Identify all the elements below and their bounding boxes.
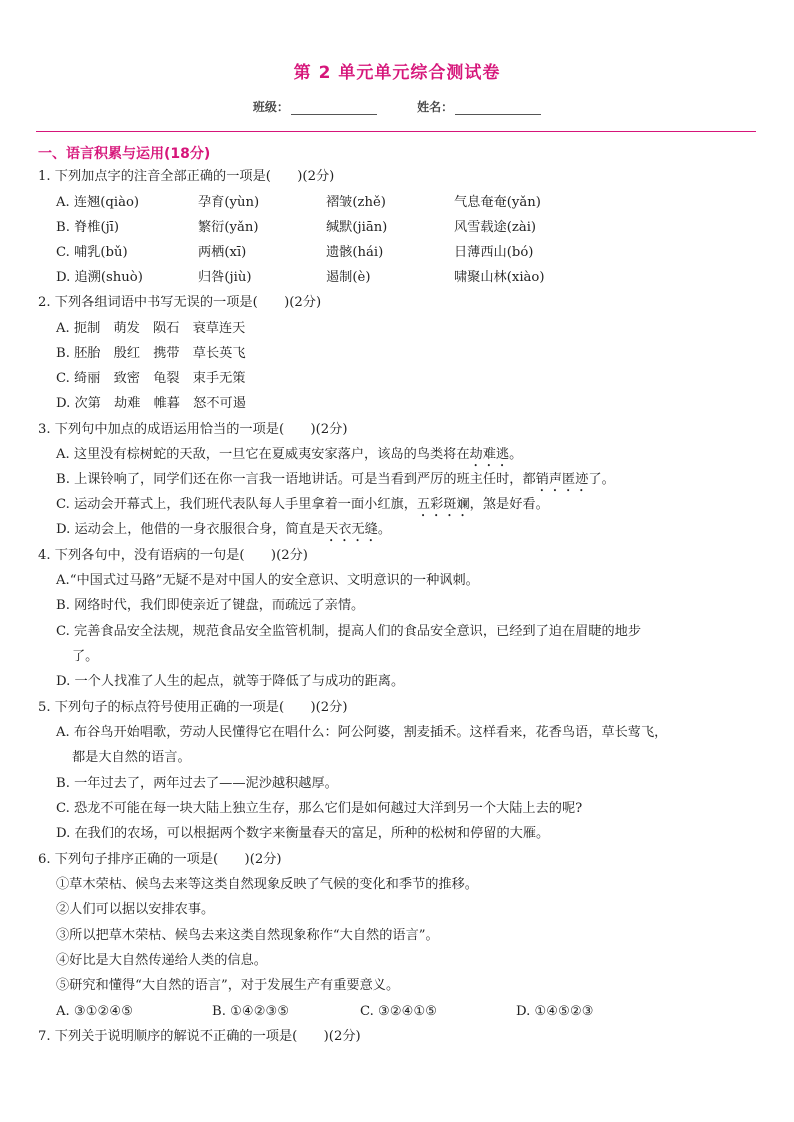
q1-option-cell: 两栖(xī) [198, 245, 247, 260]
q3-option-d [56, 521, 391, 545]
q3-option-b [56, 471, 615, 495]
q3-option-a [56, 446, 522, 470]
divider [36, 131, 756, 132]
q3c-end: ，煞是好看。 [469, 497, 549, 512]
q6-choice-c: C. ③②④①⑤ [360, 1004, 438, 1019]
q2-option-b: B. 胚胎 殷红 携带 草长英飞 [56, 346, 246, 361]
q6-choice-a: A. ③①②④⑤ [56, 1004, 134, 1019]
class-field[interactable] [253, 98, 377, 115]
q1-option-cell: 遗骸(hái) [326, 245, 384, 260]
q1-option-cell: B. 脊椎(jī) [56, 220, 120, 235]
q6-sentence: ②人们可以据以安排农事。 [56, 902, 215, 917]
q5-option-c: C. 恐龙不可能在每一块大陆上独立生存，那么它们是如何越过大洋到另一个大陆上去的呢? [56, 801, 583, 816]
q1-option-cell: 繁衍(yǎn) [198, 220, 259, 235]
question-1: 1. 下列加点字的注音全部正确的一项是( )(2分) [38, 169, 335, 184]
q3a-end: 。 [509, 447, 523, 462]
q6-choice-b: B. ①④②③⑤ [212, 1004, 290, 1019]
q1-option-cell: 啸聚山林(xiào) [454, 270, 545, 285]
q3d-text: D. 运动会上，他借的一身衣服很合身，简直是 [56, 522, 326, 537]
q5-option-a-cont: 都是大自然的语言。 [72, 750, 191, 765]
class-label: 班级： [252, 100, 289, 114]
q3b-text: B. 上课铃响了，同学们还在你一言我一语地讲话。可是当看到严厉的班主任时，都 [56, 472, 536, 487]
question-7: 7. 下列关于说明顺序的解说不正确的一项是( )(2分) [38, 1029, 361, 1044]
q3b-idiom: 销声匿迹 [535, 472, 589, 487]
question-5: 5. 下列句子的标点符号使用正确的一项是( )(2分) [38, 700, 348, 715]
question-4: 4. 下列各句中，没有语病的一句是( )(2分) [38, 548, 308, 563]
q2-option-d: D. 次第 劫难 帷暮 怒不可遏 [56, 396, 246, 411]
q3d-end: 。 [377, 522, 391, 537]
q1-option-cell: 风雪载途(zài) [454, 220, 537, 235]
question-3: 3. 下列句中加点的成语运用恰当的一项是( )(2分) [38, 422, 348, 437]
q1-option-cell: 气息奄奄(yǎn) [454, 195, 541, 210]
q5-option-b: B. 一年过去了，两年过去了——泥沙越积越厚。 [56, 776, 338, 791]
name-field[interactable] [417, 98, 541, 115]
name-blank[interactable] [455, 102, 541, 115]
q6-sentence: ⑤研究和懂得“大自然的语言”，对于发展生产有重要意义。 [56, 978, 400, 993]
name-label: 姓名： [417, 100, 454, 114]
question-2: 2. 下列各组词语中书写无误的一项是( )(2分) [38, 295, 322, 310]
q1-option-cell: 孕育(yùn) [198, 195, 260, 210]
q6-sentence: ③所以把草木荣枯、候鸟去来这类自然现象称作“大自然的语言”。 [56, 928, 439, 943]
q6-sentence: ④好比是大自然传递给人类的信息。 [56, 953, 267, 968]
q3c-idiom: 五彩斑斓 [416, 497, 470, 512]
q4-option-c: C. 完善食品安全法规，规范食品安全监管机制，提高人们的食品安全意识，已经到了迫在眉睫的地步 [56, 624, 642, 639]
q4-option-d: D. 一个人找准了人生的起点，就等于降低了与成功的距离。 [56, 674, 405, 689]
q1-option-cell: 归咎(jiù) [198, 270, 252, 285]
q5-option-d: D. 在我们的农场，可以根据两个数字来衡量春天的富足，所种的松树和停留的大雁。 [56, 826, 550, 841]
q1-option-cell: 日薄西山(bó) [454, 245, 534, 260]
page-title: 第 2 单元单元综合测试卷 [293, 63, 501, 83]
q1-option-cell: 遏制(è) [326, 270, 371, 285]
q5-option-a: A. 布谷鸟开始唱歌，劳动人民懂得它在唱什么：阿公阿婆，割麦插禾。这样看来，花香鸟语，草长莺飞， [56, 725, 668, 740]
q6-sentence: ①草木荣枯、候鸟去来等这类自然现象反映了气候的变化和季节的推移。 [56, 877, 478, 892]
q1-option-cell: 缄默(jiān) [326, 220, 388, 235]
q4-option-b: B. 网络时代，我们即使亲近了键盘，而疏远了亲情。 [56, 598, 365, 613]
q3b-end: 了。 [588, 472, 615, 487]
q4-option-a: A.“中国式过马路”无疑不是对中国人的安全意识、文明意识的一种讽刺。 [56, 573, 479, 588]
q2-option-a: A. 扼制 萌发 陨石 衰草连天 [56, 321, 246, 336]
q1-option-cell: A. 连翘(qiào) [56, 195, 140, 210]
q3-option-c [56, 496, 549, 520]
q2-option-c: C. 绮丽 致密 龟裂 束手无策 [56, 371, 246, 386]
section-heading: 一、语言积累与运用(18分) [38, 146, 211, 162]
q3c-text: C. 运动会开幕式上，我们班代表队每人手里拿着一面小红旗， [56, 497, 417, 512]
q1-option-cell: C. 哺乳(bǔ) [56, 245, 128, 260]
q3a-idiom: 劫难逃 [469, 447, 510, 462]
student-info [0, 98, 794, 115]
q6-choice-d: D. ①④⑤②③ [516, 1004, 594, 1019]
class-blank[interactable] [291, 102, 377, 115]
q3a-text: A. 这里没有棕树蛇的天敌，一旦它在夏威夷安家落户，该岛的鸟类将在 [56, 447, 470, 462]
q3d-idiom: 天衣无缝 [325, 522, 378, 537]
q1-option-cell: D. 追溯(shuò) [56, 270, 143, 285]
q4-option-c-cont: 了。 [72, 649, 99, 664]
q1-option-cell: 褶皱(zhě) [326, 195, 386, 210]
question-6: 6. 下列句子排序正确的一项是( )(2分) [38, 852, 282, 867]
